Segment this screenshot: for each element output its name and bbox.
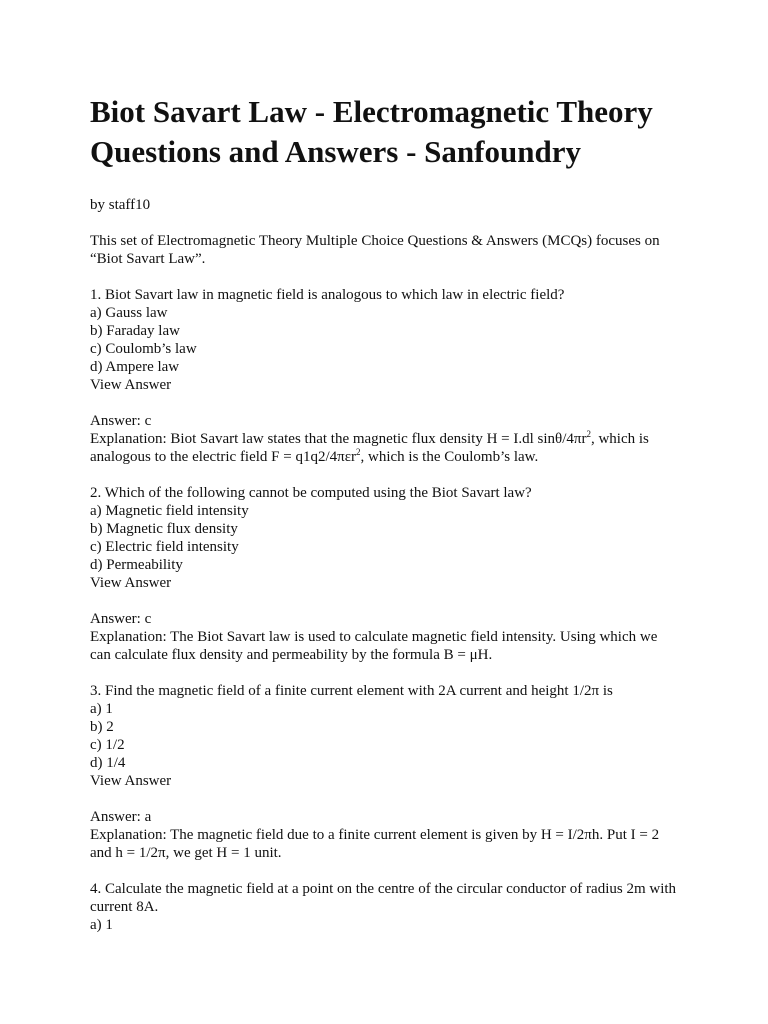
option-d: d) Permeability <box>90 557 183 573</box>
question-4 <box>90 880 678 934</box>
answer-text: Answer: c <box>90 413 152 429</box>
view-answer-link[interactable]: View Answer <box>90 575 172 591</box>
option-c: c) Electric field intensity <box>90 539 239 555</box>
option-c: c) Coulomb’s law <box>90 341 197 357</box>
option-d: d) Ampere law <box>90 359 180 375</box>
explanation-part: , which is analogous to the electric field F = q1q2/4πεr <box>90 431 649 465</box>
explanation-text <box>90 430 678 466</box>
superscript: 2 <box>586 429 591 439</box>
author-byline: by staff10 <box>90 197 151 213</box>
option-b: b) Faraday law <box>90 323 180 339</box>
view-answer-link[interactable]: View Answer <box>90 377 172 393</box>
explanation-text: Explanation: The Biot Savart law is used to calculate magnetic field intensity. Using which we can calculate flux density and permeability by the formula B = μH. <box>90 629 658 663</box>
answer-text: Answer: a <box>90 809 152 825</box>
option-b: b) 2 <box>90 719 114 735</box>
answer-3 <box>90 808 678 862</box>
answer-2 <box>90 610 678 664</box>
question-text: 1. Biot Savart law in magnetic field is analogous to which law in electric field? <box>90 287 565 303</box>
question-text: 3. Find the magnetic field of a finite current element with 2A current and height 1/2π is <box>90 683 613 699</box>
option-d: d) 1/4 <box>90 755 126 771</box>
option-c: c) 1/2 <box>90 737 125 753</box>
explanation-part: , which is the Coulomb’s law. <box>360 449 539 465</box>
explanation-part: Explanation: Biot Savart law states that the magnetic flux density H = I.dl sinθ/4πr <box>90 431 587 447</box>
answer-1 <box>90 412 678 466</box>
option-a: a) 1 <box>90 917 113 933</box>
question-1 <box>90 286 678 394</box>
answer-text: Answer: c <box>90 611 152 627</box>
question-2 <box>90 484 678 592</box>
page-title: Biot Savart Law - Electromagnetic Theory Questions and Answers - Sanfoundry <box>90 94 653 169</box>
option-b: b) Magnetic flux density <box>90 521 238 537</box>
question-text: 2. Which of the following cannot be computed using the Biot Savart law? <box>90 485 532 501</box>
view-answer-link[interactable]: View Answer <box>90 773 172 789</box>
question-text: 4. Calculate the magnetic field at a point on the centre of the circular conductor of radius 2m with current 8A. <box>90 881 677 915</box>
question-3 <box>90 682 678 790</box>
explanation-text: Explanation: The magnetic field due to a finite current element is given by H = I/2πh. Put I = 2 and h = 1/2π, we get H = 1 unit. <box>90 827 660 861</box>
superscript: 2 <box>356 447 361 457</box>
option-a: a) 1 <box>90 701 113 717</box>
option-a: a) Magnetic field intensity <box>90 503 249 519</box>
option-a: a) Gauss law <box>90 305 168 321</box>
intro-paragraph: This set of Electromagnetic Theory Multiple Choice Questions & Answers (MCQs) focuses on “Biot Savart Law”. <box>90 233 660 267</box>
